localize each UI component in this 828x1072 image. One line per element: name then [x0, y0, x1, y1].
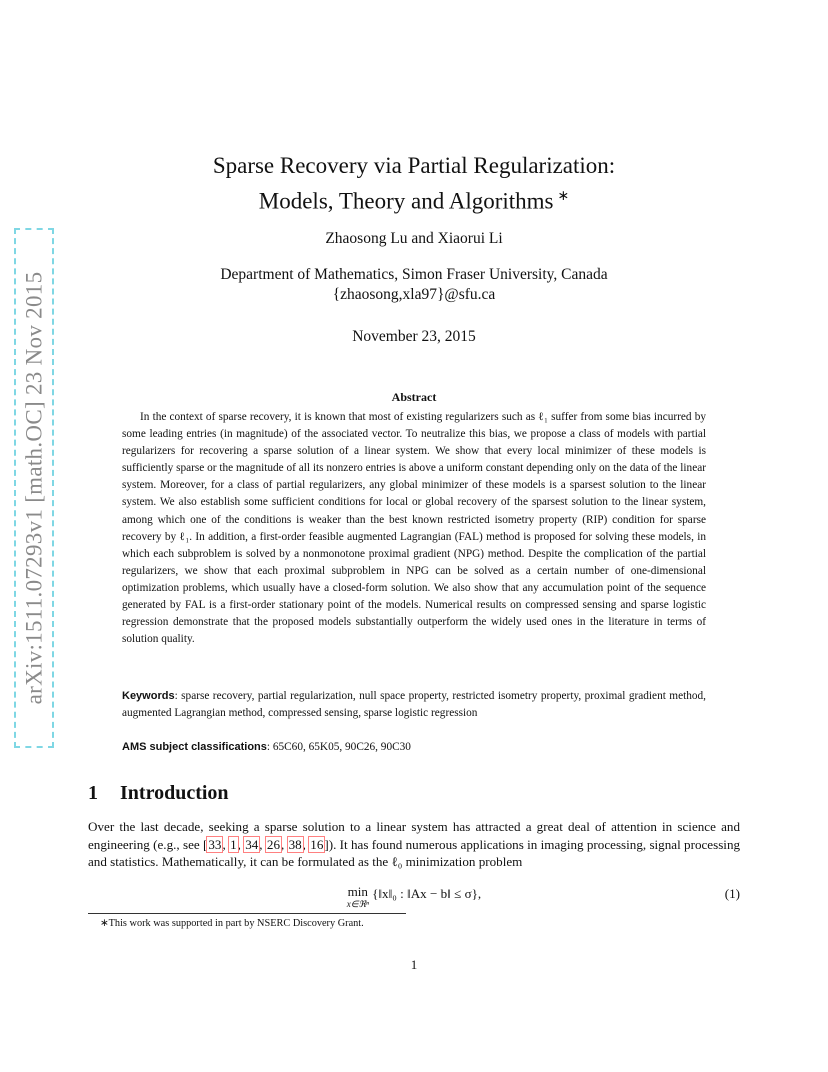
section-heading: [88, 782, 740, 805]
paper-date: November 23, 2015: [352, 328, 476, 345]
footnote-rule: [88, 913, 406, 914]
citation-link[interactable]: 1: [230, 836, 237, 852]
abstract-text: In the context of sparse recovery, it is known that most of existing regularizers such as ℓ₁ suffer from some bias incurred by some leading entries (in magnitude) of the associated vector. To neutralize this bias, we propose a class of models with partial regularizers for recovering a sparse solution of a linear system. We show that every local minimizer of these models is sufficiently sparse or the magnitude of all its nonzero entries is above a uniform constant depending only on the data of the linear system. Moreover, for a class of partial regularizers, any global minimizer of these models is a sparsest solution to the linear system. We also establish some sufficient conditions for local or global recovery of the sparsest solution to the linear system, among which one of the conditions is weaker than the best known restricted isometry property (RIP) condition for sparse recovery by ℓ₁. In addition, a first-order feasible augmented Lagrangian (FAL) method is proposed for solving these models, in which each subproblem is solved by a nonmonotone proximal gradient (NPG) method. Despite the complication of the partial regularizers, we show that each proximal subproblem in NPG can be solved as a certain number of one-dimensional optimization problems, which usually have a closed-form solution. We also show that any accumulation point of the sequence generated by FAL is a first-order stationary point of the models. Numerical results on compressed sensing and sparse logistic regression demonstrate that the proposed models substantially outperform the widely used ones in the literature in terms of solution quality.: [122, 411, 706, 646]
intro-paragraph: Over the last decade, seeking a sparse solution to a linear system has attracted a great deal of attention in science and engineering (e.g., see [33, 1, 34, 26, 38, 16]). It has found numerous applications in imaging processing, signal processing and statistics. Mathematically, it can be formulated as the ℓ₀ minimization problem: [88, 819, 741, 869]
citation-link[interactable]: 34: [245, 836, 259, 852]
keywords: [122, 688, 706, 722]
affiliation-block: [120, 265, 708, 305]
ams-text: : 65C60, 65K05, 90C26, 90C30: [266, 741, 411, 753]
title-footnote-mark: ∗: [557, 189, 570, 204]
intro-text-part2: ]). It has found numerous applications in imaging processing, signal processing and statistics. Mathematically, it can be formulated as the ℓ₀ minimization problem: [88, 836, 741, 869]
citation-link[interactable]: 16: [310, 836, 324, 852]
citation-link[interactable]: 33: [208, 836, 222, 852]
citation-link[interactable]: 26: [266, 836, 280, 852]
equation-number: (1): [724, 886, 740, 901]
arxiv-identifier-text: arXiv:1511.07293v1 [math.OC] 23 Nov 2015: [21, 271, 46, 705]
title-line-2: [120, 181, 708, 217]
ams-classifications: [122, 741, 706, 753]
equation-body: [88, 886, 740, 910]
section-title: Introduction: [120, 782, 229, 804]
arxiv-identifier-stamp[interactable]: [14, 228, 54, 748]
equation-min-word: min: [347, 884, 368, 899]
authors: Zhaosong Lu and Xiaorui Li: [325, 230, 503, 247]
intro-text-part1: Over the last decade, seeking a sparse solution to a linear system has attracted a great deal of attention in science and engineering (e.g., see [: [88, 819, 740, 852]
keywords-label: Keywords: [122, 690, 175, 702]
equation-min-operator: [347, 886, 369, 910]
page-number: 1: [410, 957, 418, 972]
affiliation: Department of Mathematics, Simon Fraser University, Canada: [220, 266, 608, 283]
section-number: 1: [88, 782, 98, 804]
citation-link[interactable]: 38: [288, 836, 302, 852]
keywords-text: : sparse recovery, partial regularization, null space property, restricted isometry property, proximal gradient method, augmented Lagrangian method, compressed sensing, sparse logistic regression: [122, 690, 706, 720]
paper-title: [120, 150, 708, 217]
equation-1: [88, 882, 740, 910]
equation-min-subscript: x∈ℜⁿ: [346, 899, 369, 909]
equation-expression: {‖x‖₀ : ‖Ax − b‖ ≤ σ},: [372, 886, 482, 901]
title-line-2-text: Models, Theory and Algorithms: [258, 188, 554, 214]
ams-label: AMS subject classifications: [122, 741, 267, 753]
abstract-heading: Abstract: [391, 390, 437, 404]
email: {zhaosong,xla97}@sfu.ca: [332, 286, 496, 303]
footnote: ∗This work was supported in part by NSERC Discovery Grant.: [100, 918, 364, 929]
title-line-1: Sparse Recovery via Partial Regularization:: [212, 153, 616, 178]
